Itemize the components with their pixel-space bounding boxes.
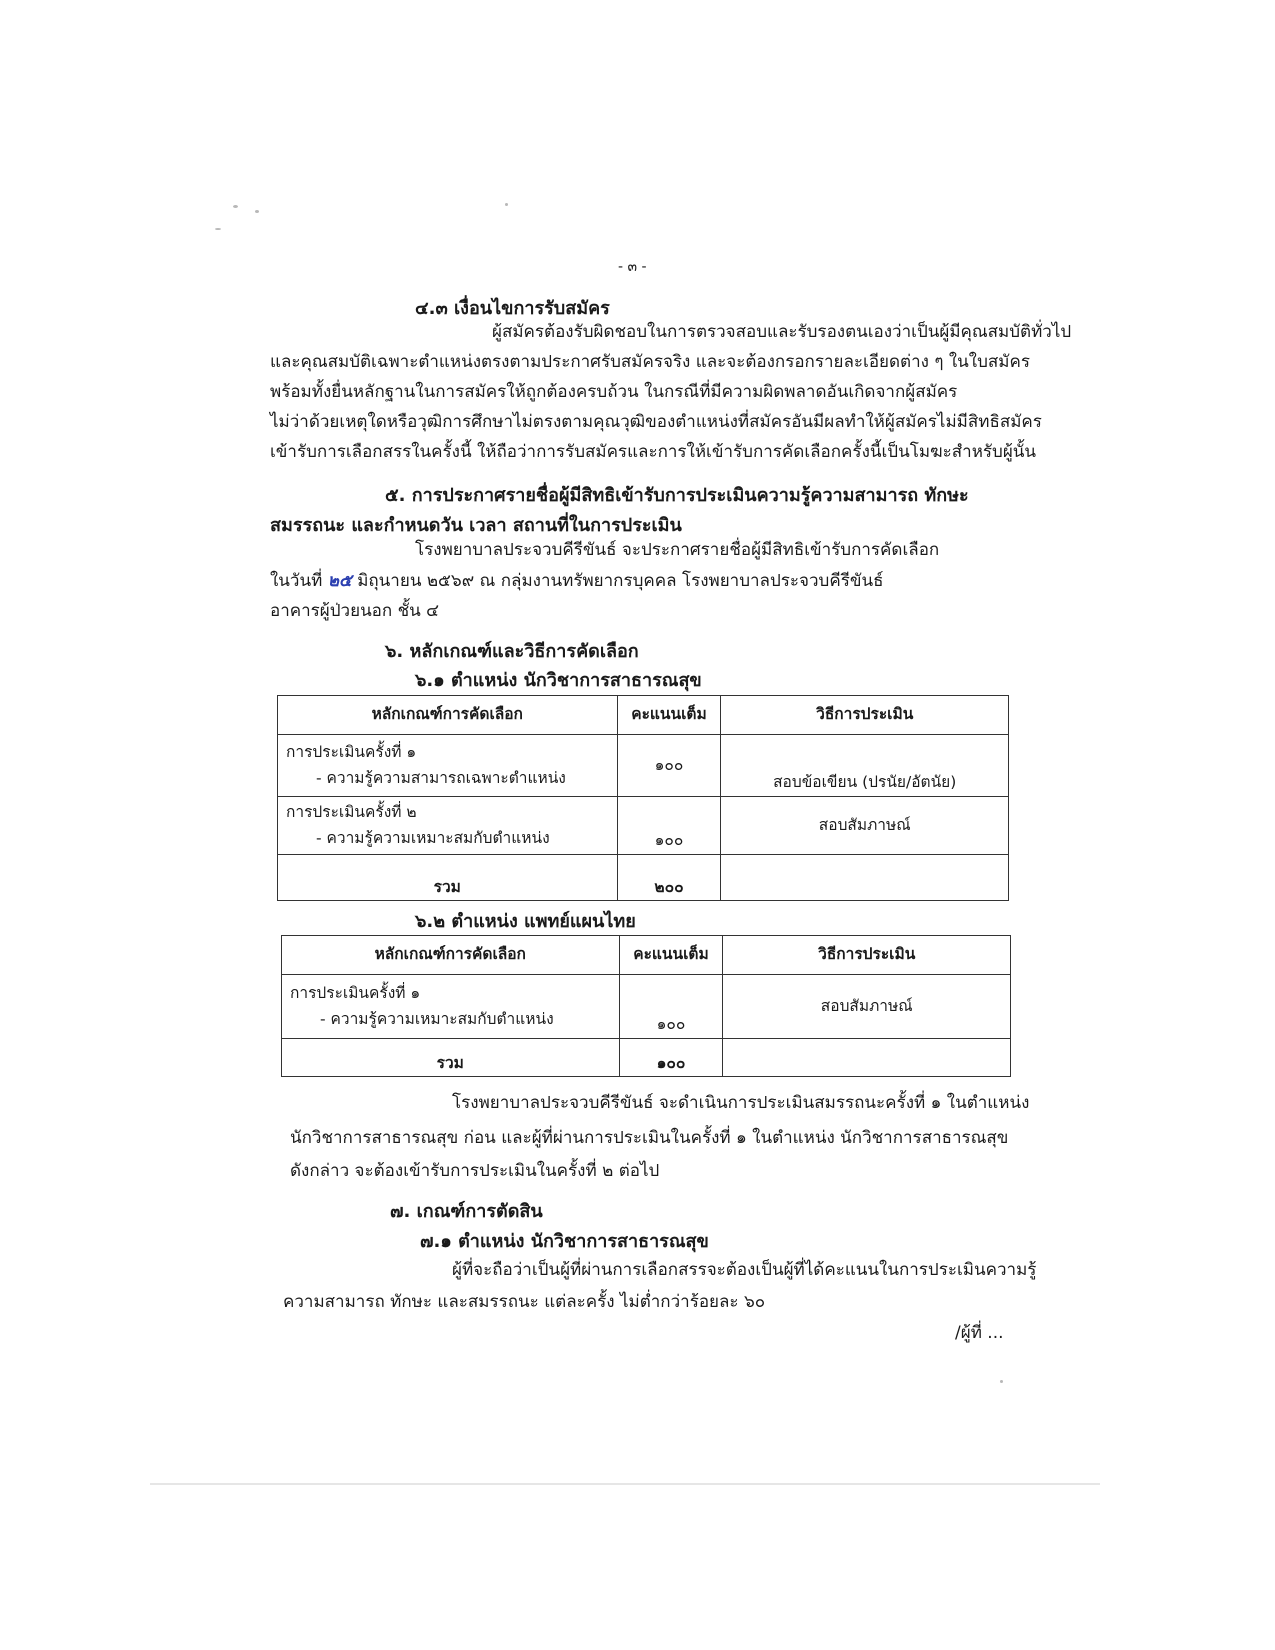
scan-speck [215,228,221,230]
scan-speck [255,210,259,213]
total-row [278,855,1009,901]
criterion-cell [282,975,620,1039]
date-prefix: ในวันที่ [270,571,323,591]
paragraph-line: โรงพยาบาลประจวบคีรีขันธ์ จะประกาศรายชื่อผู้มีสิทธิเข้ารับการคัดเลือก [415,540,940,560]
handwritten-day: ๒๕ [327,571,352,591]
paragraph-line: ไม่ว่าด้วยเหตุใดหรือวุฒิการศึกษาไม่ตรงตามคุณวุฒิของตำแหน่งที่สมัครอันมีผลทำให้ผู้สมัครไม่มีสิทธิสมัคร [270,412,1042,432]
scan-speck [505,203,508,206]
criteria-table-thai-medicine [281,935,1011,1077]
paragraph-line: ดังกล่าว จะต้องเข้ารับการประเมินในครั้งที่ ๒ ต่อไป [290,1161,660,1181]
criterion-label: การประเมินครั้งที่ ๑ [286,743,417,762]
section-5-heading: ๕. การประกาศรายชื่อผู้มีสิทธิเข้ารับการประเมินความรู้ความสามารถ ทักษะ [385,485,969,506]
scan-speck [1000,1380,1003,1383]
announcement-date-line [270,571,883,591]
criterion-cell [278,735,618,797]
method-cell: สอบสัมภาษณ์ [723,975,1011,1039]
score-cell: ๑๐๐ [617,735,721,797]
paragraph-line: ความสามารถ ทักษะ และสมรรถนะ แต่ละครั้ง ไม่ต่ำกว่าร้อยละ ๖๐ [283,1292,766,1312]
column-header: หลักเกณฑ์การคัดเลือก [282,936,620,975]
scan-speck [233,205,238,208]
criterion-label: การประเมินครั้งที่ ๒ [286,803,417,822]
paragraph-line: ผู้ที่จะถือว่าเป็นผู้ที่ผ่านการเลือกสรรจะต้องเป็นผู้ที่ได้คะแนนในการประเมินความรู้ [452,1260,1037,1280]
table-row [282,975,1011,1039]
section-6-heading: ๖. หลักเกณฑ์และวิธีการคัดเลือก [385,641,639,662]
total-label: รวม [278,855,618,901]
empty-cell [723,1039,1011,1077]
total-label: รวม [282,1039,620,1077]
column-header: หลักเกณฑ์การคัดเลือก [278,696,618,735]
criterion-detail: - ความรู้ความสามารถเฉพาะตำแหน่ง [316,768,566,787]
column-header: วิธีการประเมิน [721,696,1009,735]
section-6-2-heading: ๖.๒ ตำแหน่ง แพทย์แผนไทย [415,911,636,932]
total-score: ๒๐๐ [617,855,721,901]
criterion-detail: - ความรู้ความเหมาะสมกับตำแหน่ง [316,828,550,847]
paragraph-line: ผู้สมัครต้องรับผิดชอบในการตรวจสอบและรับรองตนเองว่าเป็นผู้มีคุณสมบัติทั่วไป [492,322,1072,342]
paragraph-line: อาคารผู้ป่วยนอก ชั้น ๔ [270,601,440,621]
continuation-marker: /ผู้ที่ ... [955,1323,1004,1343]
score-cell: ๑๐๐ [619,975,723,1039]
scan-edge-line [150,1483,1100,1485]
paragraph-line: พร้อมทั้งยื่นหลักฐานในการสมัครให้ถูกต้องครบถ้วน ในกรณีที่มีความผิดพลาดอันเกิดจากผู้สมัคร [270,382,958,402]
section-5-heading-cont: สมรรถนะ และกำหนดวัน เวลา สถานที่ในการประเมิน [270,515,682,536]
criterion-cell [278,797,618,855]
column-header: คะแนนเต็ม [619,936,723,975]
page-number: - ๓ - [618,259,647,275]
criterion-detail: - ความรู้ความเหมาะสมกับตำแหน่ง [320,1009,554,1028]
paragraph-line: โรงพยาบาลประจวบคีรีขันธ์ จะดำเนินการประเมินสมรรถนะครั้งที่ ๑ ในตำแหน่ง [452,1093,1030,1113]
column-header: วิธีการประเมิน [723,936,1011,975]
table-row [278,797,1009,855]
section-4-3-heading: ๔.๓ เงื่อนไขการรับสมัคร [415,298,610,319]
table-row [278,735,1009,797]
total-row [282,1039,1011,1077]
method-cell: สอบสัมภาษณ์ [721,797,1009,855]
paragraph-line: เข้ารับการเลือกสรรในครั้งนี้ ให้ถือว่าการรับสมัครและการให้เข้ารับการคัดเลือกครั้งนี้เป็นโมฆะสำหรับผู้นั้น [270,442,1037,462]
method-cell: สอบข้อเขียน (ปรนัย/อัตนัย) [721,735,1009,797]
section-7-heading: ๗. เกณฑ์การตัดสิน [390,1201,543,1222]
paragraph-line: และคุณสมบัติเฉพาะตำแหน่งตรงตามประกาศรับสมัครจริง และจะต้องกรอกรายละเอียดต่าง ๆ ในใบสมัคร [270,352,1030,372]
empty-cell [721,855,1009,901]
date-suffix: มิถุนายน ๒๕๖๙ ณ กลุ่มงานทรัพยากรบุคคล โรงพยาบาลประจวบคีรีขันธ์ [357,571,884,591]
section-6-1-heading: ๖.๑ ตำแหน่ง นักวิชาการสาธารณสุข [415,670,702,691]
total-score: ๑๐๐ [619,1039,723,1077]
paragraph-line: นักวิชาการสาธารณสุข ก่อน และผู้ที่ผ่านการประเมินในครั้งที่ ๑ ในตำแหน่ง นักวิชาการสาธารณสุข [290,1128,1009,1148]
section-7-1-heading: ๗.๑ ตำแหน่ง นักวิชาการสาธารณสุข [420,1231,709,1252]
criterion-label: การประเมินครั้งที่ ๑ [290,984,421,1003]
score-cell: ๑๐๐ [617,797,721,855]
criteria-table-public-health [277,695,1009,901]
column-header: คะแนนเต็ม [617,696,721,735]
